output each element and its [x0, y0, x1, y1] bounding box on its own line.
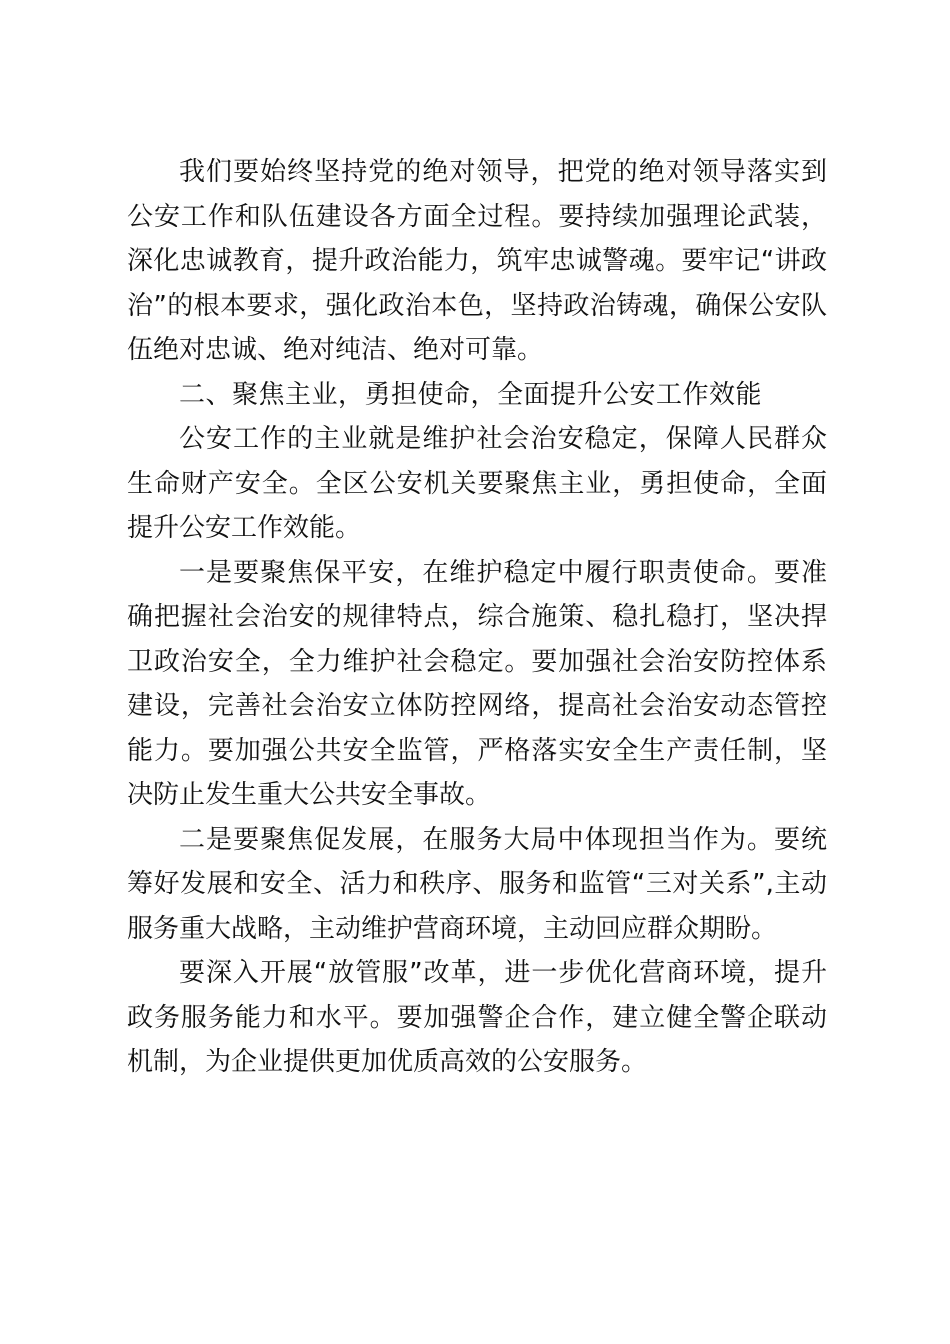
- paragraph-safeguard-peace: 一是要聚焦保平安，在维护稳定中履行职责使命。要准确把握社会治安的规律特点，综合施策、稳扎稳打，坚决捍卫政治安全，全力维护社会稳定。要加强社会治安防控体系建设，完善社会治安立体防控网络，提高社会治安动态管控能力。要加强公共安全监管，严格落实安全生产责任制，坚决防止发生重大公共安全事故。: [127, 557, 827, 810]
- section-heading-two: 二、聚焦主业，勇担使命，全面提升公安工作效能: [179, 379, 763, 410]
- paragraph-reform-services: 要深入开展“放管服”改革，进一步优化营商环境，提升政务服务能力和水平。要加强警企合作，建立健全警企联动机制，为企业提供更加优质高效的公安服务。: [127, 958, 827, 1077]
- paragraph-main-business: 公安工作的主业就是维护社会治安稳定，保障人民群众生命财产安全。全区公安机关要聚焦主业，勇担使命，全面提升公安工作效能。: [127, 424, 827, 543]
- document-page: [127, 150, 827, 1085]
- paragraph-promote-development: 二是要聚焦促发展，在服务大局中体现担当作为。要统筹好发展和安全、活力和秩序、服务和监管“三对关系”,主动服务重大战略，主动维护营商环境，主动回应群众期盼。: [127, 824, 827, 944]
- paragraph-party-leadership: 我们要始终坚持党的绝对领导，把党的绝对领导落实到公安工作和队伍建设各方面全过程。要持续加强理论武装，深化忠诚教育，提升政治能力，筑牢忠诚警魂。要牢记“讲政治”的根本要求，强化政治本色，坚持政治铸魂，确保公安队伍绝对忠诚、绝对纯洁、绝对可靠。: [127, 157, 827, 365]
